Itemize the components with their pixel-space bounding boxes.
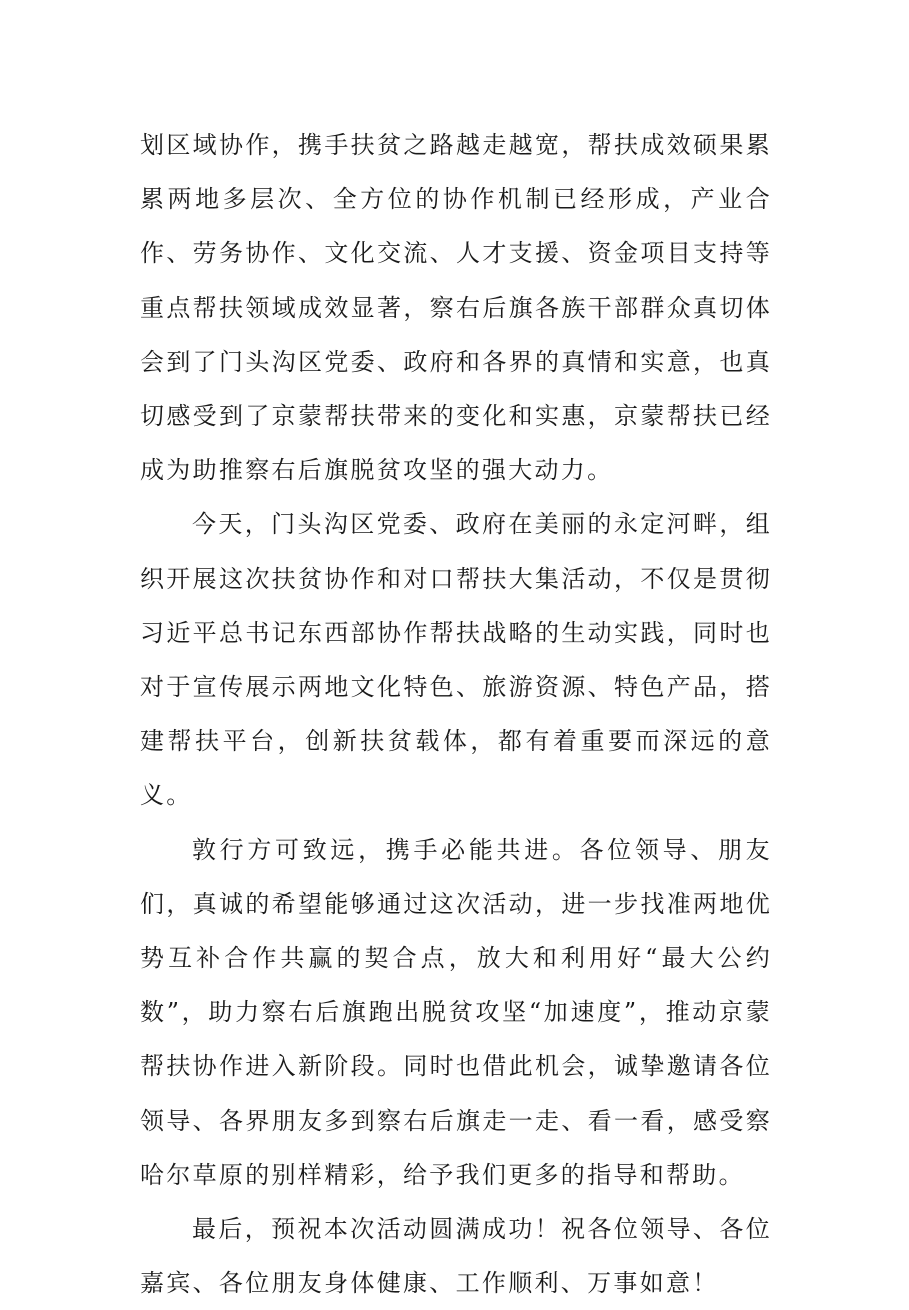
paragraph-today: 今天，门头沟区党委、政府在美丽的永定河畔，组织开展这次扶贫协作和对口帮扶大集活动，不仅是贯彻习近平总书记东西部协作帮扶战略的生动实践，同时也对于宣传展示两地文化特色、旅游资源、特色产品，搭建帮扶平台，创新扶贫载体，都有着重要而深远的意义。 [140, 510, 772, 810]
document-body [140, 118, 772, 1310]
paragraph-continued: 划区域协作，携手扶贫之路越走越宽，帮扶成效硕果累累两地多层次、全方位的协作机制已经形成，产业合作、劳务协作、文化交流、人才支援、资金项目支持等重点帮扶领域成效显著，察右后旗各族干部群众真切体会到了门头沟区党委、政府和各界的真情和实意，也真切感受到了京蒙帮扶带来的变化和实惠，京蒙帮扶已经成为助推察右后旗脱贫攻坚的强大动力。 [140, 131, 772, 485]
paragraph-closing: 最后，预祝本次活动圆满成功！祝各位领导、各位嘉宾、各位朋友身体健康、工作顺利、万事如意！ [140, 1215, 772, 1298]
paragraph-invitation: 敦行方可致远，携手必能共进。各位领导、朋友们，真诚的希望能够通过这次活动，进一步找准两地优势互补合作共赢的契合点，放大和利用好“最大公约数”，助力察右后旗跑出脱贫攻坚“加速度”，推动京蒙帮扶协作进入新阶段。同时也借此机会，诚挚邀请各位领导、各界朋友多到察右后旗走一走、看一看，感受察哈尔草原的别样精彩，给予我们更多的指导和帮助。 [140, 835, 772, 1189]
